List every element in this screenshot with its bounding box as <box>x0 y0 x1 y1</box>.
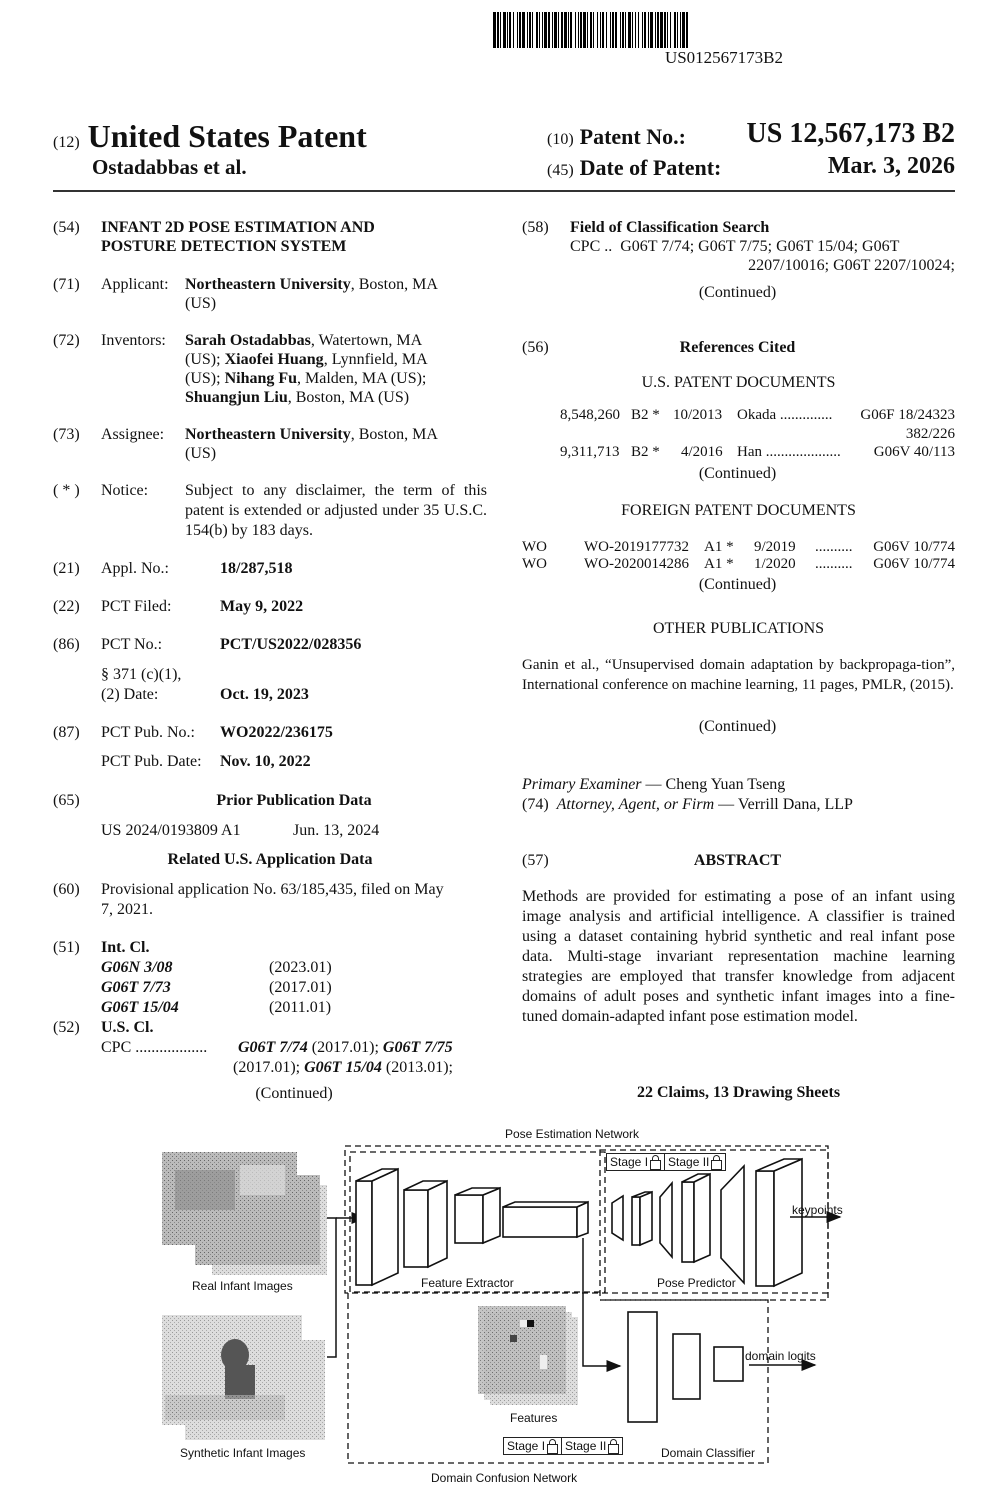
int-cl-version: (2011.01) <box>269 999 332 1016</box>
applicant-country: (US) <box>185 295 217 312</box>
section-371-date-value: Oct. 19, 2023 <box>220 686 309 703</box>
foreign-class: G06V 10/774 <box>873 539 955 555</box>
ref-name: Okada <box>737 407 777 423</box>
us-cl-cpc-label: CPC .................. <box>101 1039 208 1056</box>
ref-number: 8,548,260 <box>560 407 620 423</box>
foreign-date: 1/2020 <box>754 556 796 572</box>
assignee-label: Assignee: <box>101 426 165 443</box>
patent-number: US 12,567,173 B2 <box>746 118 955 149</box>
real-infant-images <box>162 1152 327 1275</box>
kind-code-num: (12) <box>53 134 80 151</box>
foreign-number: WO-2019177732 <box>584 539 689 555</box>
leader-dots: .......... <box>815 539 853 555</box>
invention-title-line2: POSTURE DETECTION SYSTEM <box>101 238 347 255</box>
stage-label: Stage II <box>668 1155 710 1169</box>
notice-text: Subject to any disclaimer, the term of this patent is extended or adjusted under 35 U.S.C. 154(b) by 183 days. <box>185 482 487 539</box>
dash: — <box>641 776 666 793</box>
assignee-num: (73) <box>53 426 80 443</box>
domain-confusion-network-label: Domain Confusion Network <box>431 1471 578 1485</box>
provisional-line1: Provisional application No. 63/185,435, filed on May <box>101 881 444 898</box>
patent-no-num: (10) <box>547 131 574 148</box>
stage-label: Stage II <box>565 1439 607 1453</box>
title-num: (54) <box>53 219 80 236</box>
stage-toggle-pose <box>606 1153 726 1171</box>
field-search-heading: Field of Classification Search <box>570 219 770 236</box>
attorney-name: Verrill Dana, LLP <box>737 796 853 813</box>
pct-pub-date-value: Nov. 10, 2022 <box>220 753 311 770</box>
pct-filed-value: May 9, 2022 <box>220 598 304 615</box>
inventor-short: Ostadabbas et al. <box>92 155 247 179</box>
foreign-docs-heading: FOREIGN PATENT DOCUMENTS <box>621 502 856 519</box>
int-cl-code: G06T 7/73 <box>101 979 171 996</box>
pose-predictor-label: Pose Predictor <box>657 1276 736 1290</box>
claims-summary: 22 Claims, 13 Drawing Sheets <box>636 1084 841 1101</box>
ref-date: 4/2016 <box>681 444 723 460</box>
ref-kind: B2 * <box>631 444 660 460</box>
pct-pub-value: WO2022/236175 <box>220 724 333 741</box>
pct-pub-num: (87) <box>53 724 80 741</box>
inventor-location: , Lynnfield, MA <box>323 351 428 368</box>
attorney-label: Attorney, Agent, or Firm <box>556 796 715 813</box>
inventor-prefix: (US); <box>185 370 225 387</box>
stage-label: Stage I <box>507 1439 546 1453</box>
cpc-code: G06T 7/75 <box>382 1039 453 1056</box>
assignee-name: Northeastern University <box>185 426 351 443</box>
cpc-version: (2017.01); <box>307 1039 383 1056</box>
date-of-patent: Mar. 3, 2026 <box>827 153 955 179</box>
leader-dots: .................... <box>765 444 841 460</box>
abstract-num: (57) <box>522 852 549 869</box>
field-search-line2: 2207/10016; G06T 2207/10024; <box>748 257 955 274</box>
other-publications-heading: OTHER PUBLICATIONS <box>652 620 825 637</box>
ref-class-secondary: 382/226 <box>905 426 955 442</box>
date-num: (45) <box>547 162 574 179</box>
keypoints-label: keypoints <box>792 1203 843 1217</box>
other-publication-text: Ganin et al., “Unsupervised domain adaptation by backpropaga-tion”, International conference on machine learning, 11 pages, PMLR, (2015). <box>522 657 955 693</box>
prior-pub-heading: Prior Publication Data <box>216 792 372 809</box>
foreign-country: WO <box>522 556 547 572</box>
patent-title: United States Patent <box>87 118 367 154</box>
applicant-num: (71) <box>53 276 80 293</box>
inventor-name: Shuangjun Liu <box>185 389 288 406</box>
prior-pub-num: (65) <box>53 792 80 809</box>
real-images-label: Real Infant Images <box>192 1279 293 1293</box>
barcode-number: US012567173B2 <box>664 48 784 67</box>
us-cl-heading: U.S. Cl. <box>101 1019 154 1036</box>
related-num: (60) <box>53 881 80 898</box>
stage-toggle-domain <box>503 1437 623 1455</box>
pct-filed-num: (22) <box>53 598 80 615</box>
pct-pub-date-label: PCT Pub. Date: <box>101 753 202 770</box>
section-371-date-label: (2) Date: <box>101 686 159 703</box>
foreign-number: WO-2020014286 <box>584 556 689 572</box>
applicant-location: , Boston, MA <box>350 276 438 293</box>
examiner-label: Primary Examiner <box>522 776 642 793</box>
us-patent-docs-heading: U.S. PATENT DOCUMENTS <box>641 374 836 391</box>
pct-no-num: (86) <box>53 636 80 653</box>
lock-icon <box>608 1444 619 1454</box>
foreign-docs-continued: (Continued) <box>698 576 777 593</box>
field-search-continued: (Continued) <box>698 284 777 301</box>
stage-label: Stage I <box>610 1155 649 1169</box>
inventor-location: , Boston, MA (US) <box>287 389 410 406</box>
synthetic-images-label: Synthetic Infant Images <box>180 1446 306 1460</box>
dash: — <box>714 796 738 813</box>
foreign-country: WO <box>522 539 547 555</box>
pct-no-value: PCT/US2022/028356 <box>220 636 362 653</box>
assignee-country: (US) <box>185 445 217 462</box>
cpc-code: G06T 15/04 <box>304 1059 382 1076</box>
int-cl-version: (2023.01) <box>269 959 332 976</box>
appl-no-value: 18/287,518 <box>220 560 293 577</box>
unlock-icon <box>711 1160 722 1170</box>
foreign-kind: A1 * <box>704 556 734 572</box>
int-cl-heading: Int. Cl. <box>101 939 150 956</box>
synthetic-infant-images <box>162 1315 325 1440</box>
abstract-heading: ABSTRACT <box>693 852 782 869</box>
cpc-version: (2013.01); <box>381 1059 453 1076</box>
ref-number: 9,311,713 <box>560 444 620 460</box>
foreign-date: 9/2019 <box>754 539 796 555</box>
feature-extractor-layers <box>356 1169 588 1285</box>
pct-pub-label: PCT Pub. No.: <box>101 724 195 741</box>
unlock-icon <box>547 1444 558 1454</box>
int-cl-code: G06T 15/04 <box>101 999 179 1016</box>
inventor-name: Nihang Fu <box>224 370 298 387</box>
inventor-location: , Watertown, MA <box>310 332 423 349</box>
appl-no-label: Appl. No.: <box>101 560 169 577</box>
feature-extractor-label: Feature Extractor <box>421 1276 514 1290</box>
us-docs-continued: (Continued) <box>698 465 777 482</box>
related-app-heading: Related U.S. Application Data <box>167 851 373 868</box>
ref-name: Han <box>737 444 762 460</box>
field-search-num: (58) <box>522 219 549 236</box>
foreign-class: G06V 10/774 <box>873 556 955 572</box>
inventors-num: (72) <box>53 332 80 349</box>
prior-pub-date: Jun. 13, 2024 <box>293 822 380 839</box>
applicant-name: Northeastern University <box>185 276 351 293</box>
pose-estimation-network-label: Pose Estimation Network <box>505 1127 640 1141</box>
examiner-name: Cheng Yuan Tseng <box>665 776 786 793</box>
features-label: Features <box>510 1411 558 1425</box>
pose-predictor-layers <box>612 1159 802 1286</box>
cpc-code: G06T 7/74 <box>238 1039 308 1056</box>
section-371-label: § 371 (c)(1), <box>101 666 182 683</box>
foreign-kind: A1 * <box>704 539 734 555</box>
us-cl-num: (52) <box>53 1019 80 1036</box>
leader-dots: .............. <box>779 407 833 423</box>
domain-classifier-layers <box>628 1312 743 1422</box>
prior-pub-doc: US 2024/0193809 A1 <box>101 822 241 839</box>
other-publications-continued: (Continued) <box>698 718 777 735</box>
abstract-text: Methods are provided for estimating a pose of an infant using image analysis and artificial intelligence. A classifier is trained using a dataset containing hybrid synthetic and real infant pose data. Multi-stage invariant representation machine learning strategies are employed that transfer knowledge from adjacent domains of adult poses and synthetic infant images into a fine-tuned domain-adapted infant pose estimation model. <box>522 888 955 1025</box>
assignee-location: , Boston, MA <box>350 426 438 443</box>
provisional-line2: 7, 2021. <box>101 901 153 918</box>
inventor-location: , Malden, MA (US); <box>297 370 427 387</box>
field-search-line1: CPC .. G06T 7/74; G06T 7/75; G06T 15/04; G06T <box>570 238 900 255</box>
ref-class: G06F 18/24323 <box>860 407 955 423</box>
inventor-name: Sarah Ostadabbas <box>185 332 311 349</box>
patent-no-label: Patent No.: <box>579 124 686 149</box>
appl-no-num: (21) <box>53 560 80 577</box>
inventors-label: Inventors: <box>101 332 166 349</box>
refs-num: (56) <box>522 339 549 356</box>
int-cl-num: (51) <box>53 939 80 956</box>
domain-classifier-label: Domain Classifier <box>661 1446 756 1460</box>
features-maps <box>478 1306 578 1405</box>
refs-heading: References Cited <box>679 339 796 356</box>
notice-label: Notice: <box>101 482 149 499</box>
notice-num: ( * ) <box>53 482 80 499</box>
attorney-num: (74) <box>522 796 549 813</box>
leader-dots: .......... <box>815 556 853 572</box>
inventor-name: Xiaofei Huang <box>224 351 324 368</box>
ref-class: G06V 40/113 <box>873 444 955 460</box>
int-cl-code: G06N 3/08 <box>101 959 173 976</box>
us-cl-continued: (Continued) <box>255 1085 333 1102</box>
applicant-label: Applicant: <box>101 276 169 293</box>
domain-logits-label: domain logits <box>745 1349 816 1363</box>
inventor-prefix: (US); <box>185 351 225 368</box>
int-cl-version: (2017.01) <box>269 979 332 996</box>
pct-no-label: PCT No.: <box>101 636 163 653</box>
lock-icon <box>650 1160 661 1170</box>
cpc-version: (2017.01); <box>233 1059 305 1076</box>
date-label: Date of Patent: <box>579 155 722 180</box>
ref-date: 10/2013 <box>673 407 723 423</box>
ref-kind: B2 * <box>631 407 660 423</box>
pct-filed-label: PCT Filed: <box>101 598 172 615</box>
invention-title-line1: INFANT 2D POSE ESTIMATION AND <box>101 219 375 236</box>
